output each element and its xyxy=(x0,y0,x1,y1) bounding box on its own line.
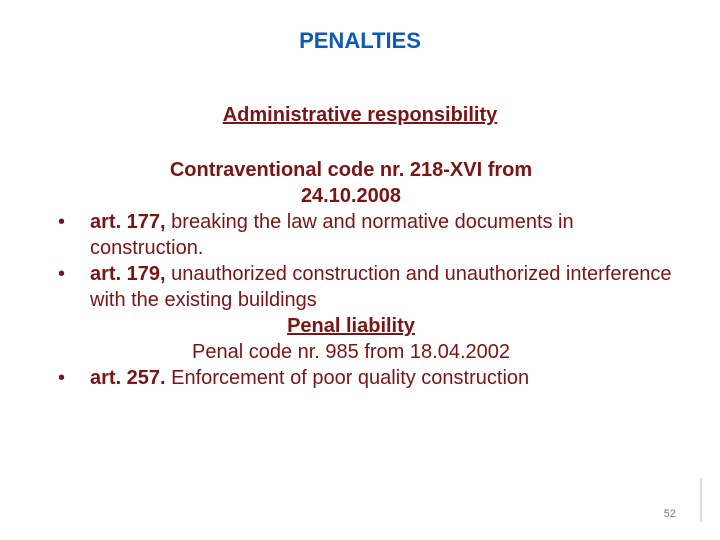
bullet-icon: • xyxy=(58,211,66,233)
subtitle-administrative: Administrative responsibility xyxy=(222,104,498,126)
list-item-art-179 xyxy=(58,261,678,313)
article-text: unauthorized construction and unauthorized interference with the existing buildings xyxy=(90,263,672,311)
admin-code-line1: Contraventional code nr. 218-XVI from xyxy=(169,159,533,181)
slide-body xyxy=(58,157,678,391)
page-number: 52 xyxy=(663,508,676,520)
bullet-icon: • xyxy=(58,367,66,389)
page-number-divider xyxy=(700,478,702,522)
list-item-art-177 xyxy=(58,209,678,261)
penal-heading: Penal liability xyxy=(287,315,415,337)
article-number: art. 179, xyxy=(90,263,166,285)
admin-code-line2: 24.10.2008 xyxy=(300,185,402,207)
article-text: breaking the law and normative documents in construction. xyxy=(90,211,574,259)
article-number: art. 177, xyxy=(90,211,166,233)
list-item-art-257 xyxy=(58,365,678,391)
bullet-icon: • xyxy=(58,263,66,285)
article-text: Enforcement of poor quality construction xyxy=(165,367,530,389)
article-number: art. 257. xyxy=(90,367,166,389)
slide-title: PENALTIES xyxy=(299,28,421,53)
penal-code: Penal code nr. 985 from 18.04.2002 xyxy=(191,341,510,363)
